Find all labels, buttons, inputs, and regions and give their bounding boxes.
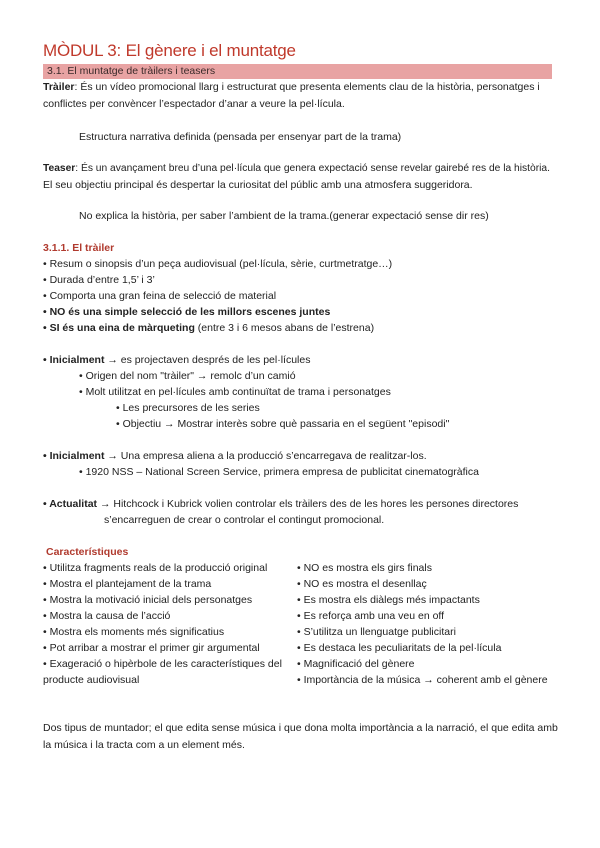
- characteristic-right: • Es mostra els diàlegs més impactants: [297, 594, 480, 606]
- inicialment-2-sub: • 1920 NSS – National Screen Service, primera empresa de publicitat cinematogràfica: [79, 466, 479, 478]
- page-title: MÒDUL 3: El gènere i el muntatge: [43, 41, 296, 60]
- actualitat-bold: • Actualitat: [43, 498, 98, 510]
- bullet-item: • Resum o sinopsis d’un peça audiovisual (pel·lícula, sèrie, curtmetratge…): [43, 258, 393, 270]
- bullet-item: • Comporta una gran feina de selecció de material: [43, 290, 277, 302]
- characteristic-right: • Es reforça amb una veu en off: [297, 610, 445, 622]
- characteristics-heading: Característiques: [46, 546, 129, 558]
- inicialment-1-sub: • Molt utilitzat en pel·lícules amb continuïtat de trama i personatges: [79, 386, 391, 398]
- inicialment-2-rest: → Una empresa aliena a la producció s’encarregava de realitzar-los.: [104, 450, 427, 462]
- characteristic-left: • Mostra la motivació inicial dels personatges: [43, 594, 253, 606]
- bullet-marketing-rest: (entre 3 i 6 mesos abans de l’estrena): [194, 322, 375, 334]
- characteristic-right: • Importància de la música → coherent amb el gènere: [297, 674, 548, 686]
- trailer-def-line1: : És un vídeo promocional llarg i estructurat que presenta elements clau de la història, personatges i: [74, 81, 540, 93]
- trailer-note: Estructura narrativa definida (pensada per ensenyar part de la trama): [79, 131, 402, 143]
- subsection-heading: 3.1.1. El tràiler: [43, 242, 115, 254]
- characteristic-right: • NO es mostra el desenllaç: [297, 578, 427, 590]
- actualitat-line2: s’encarreguen de crear o controlar el contingut promocional.: [104, 514, 385, 526]
- actualitat: [43, 496, 518, 513]
- teaser-term: Teaser: [43, 163, 76, 174]
- inicialment-2-bold: • Inicialment: [43, 450, 105, 462]
- section-heading: 3.1. El muntatge de tràilers i teasers: [47, 65, 216, 77]
- inicialment-2: [43, 448, 427, 465]
- characteristic-left: • Mostra els moments més significatius: [43, 626, 225, 638]
- characteristic-right: • Magnificació del gènere: [297, 658, 415, 670]
- teaser-def-line1: : És un avançament breu d’una pel·lícula que genera expectació sense revelar gairebé res de la història.: [75, 163, 550, 174]
- characteristic-left: • Mostra el plantejament de la trama: [43, 578, 212, 590]
- bullet-item-marketing: [43, 320, 374, 337]
- inicialment-1-sub: • Origen del nom "tràiler" → remolc d’un camió: [79, 370, 296, 382]
- characteristic-left: • Utilitza fragments reals de la producció original: [43, 562, 268, 574]
- closing-line2: la música i la tracta com a un element més.: [43, 739, 245, 751]
- inicialment-1: [43, 352, 310, 369]
- teaser-definition: [43, 160, 550, 177]
- inicialment-1-subsub: • Objectiu → Mostrar interès sobre què passaria en el següent "episodi": [116, 418, 450, 430]
- bullet-item-bold: • NO és una simple selecció de les millors escenes juntes: [43, 306, 331, 318]
- closing-line1: Dos tipus de muntador; el que edita sense música i que dona molta importància a la narració, el que edita amb: [43, 722, 558, 734]
- inicialment-1-subsub: • Les precursores de les series: [116, 402, 260, 414]
- characteristic-left: producte audiovisual: [43, 674, 140, 686]
- teaser-note: No explica la història, per saber l’ambient de la trama.(generar expectació sense dir res): [79, 210, 489, 222]
- trailer-def-line2: conflictes per convèncer l’espectador d’anar a veure la pel·lícula.: [43, 98, 345, 110]
- characteristic-left: • Mostra la causa de l’acció: [43, 610, 171, 622]
- characteristic-left: • Pot arribar a mostrar el primer gir argumental: [43, 642, 260, 654]
- inicialment-1-bold: • Inicialment: [43, 354, 105, 366]
- bullet-item: • Durada d’entre 1,5’ i 3’: [43, 274, 155, 286]
- bullet-marketing-bold: • SI és una eina de màrqueting: [43, 322, 195, 334]
- actualitat-rest: → Hitchcock i Kubrick volien controlar els tràilers des de les hores les persones directores: [97, 498, 519, 510]
- trailer-term: Tràiler: [43, 81, 75, 93]
- characteristic-right: • Es destaca les peculiaritats de la pel·lícula: [297, 642, 502, 654]
- characteristic-right: • S’utilitza un llenguatge publicitari: [297, 626, 456, 638]
- trailer-definition: [43, 79, 540, 96]
- characteristic-left: • Exageració o hipèrbole de les característiques del: [43, 658, 282, 670]
- inicialment-1-rest: → es projectaven després de les pel·lícules: [104, 354, 311, 366]
- teaser-def-line2: El seu objectiu principal és despertar la curiositat del públic amb una atmosfera suggeridora.: [43, 179, 473, 191]
- characteristic-right: • NO es mostra els girs finals: [297, 562, 432, 574]
